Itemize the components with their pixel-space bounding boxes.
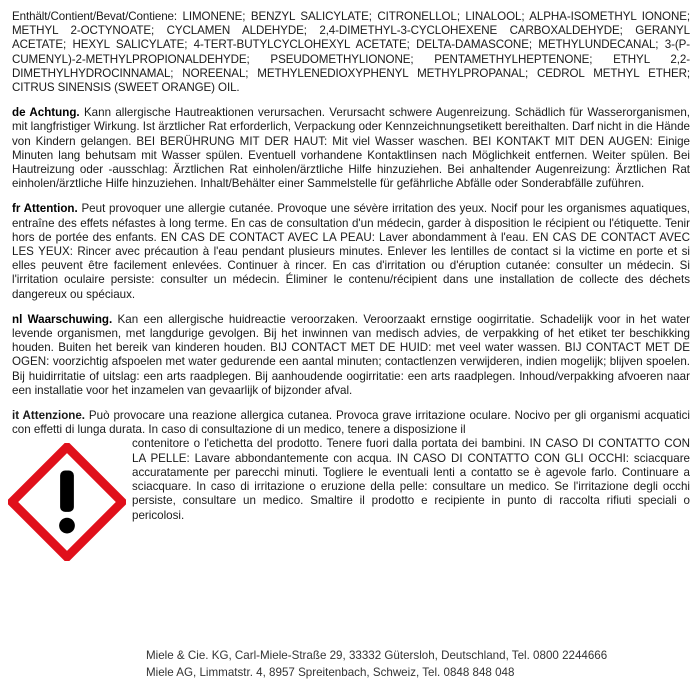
ingredients-list: Enthält/Contient/Bevat/Contiene: LIMONENE; BENZYL SALICYLATE; CITRONELLOL; LINALOOL; ALPHA-ISOMETHYL IONONE; METHYL 2-OCTYNOATE; CYCLAMEN ALDEHYDE; 2,4-DIMETHYL-3-CYCLOHEXENE CARBOXALDEHYDE; GERANYL ACETATE; HEXYL SALICYLATE; 4-TERT-BUTYLCYCLOHEXYL ACETATE; DELTA-DAMASCONE; METHYLUNDECANAL; 3-(P-CUMENYL)-2-METHYLPROPIONALDEHYDE; PSEUDOMETHYLIONONE; PENTAMETHYLHEPTENONE; ETHYL 2,2-DIMETHYLHYDROCINNAMAL; NOREENAL; METHYLENEDIOXYPHENYL METHYLPROPANAL; CEDROL METHYL ETHER; CITRUS SINENSIS (SWEET ORANGE) OIL. xyxy=(12,10,690,95)
section-fr-heading: fr Attention. xyxy=(12,202,78,216)
section-fr-text: Peut provoquer une allergie cutanée. Provoque une sévère irritation des yeux. Nocif pour les organismes aquatiques, entraîne des effets néfastes à long terme. En cas de consultation d'un médecin, garder à disposition le récipient ou l'étiquette. Tenir hors de portée des enfants. EN CAS DE CONTACT AVEC LA PEAU: Laver abondamment à l'eau. EN CAS DE CONTACT AVEC LES YEUX: Rincer avec précaution à l'eau pendant plusieurs minutes. Enlever les lentilles de contact si la victime en porte et si elles peuvent être facilement enlevées. Continuer à rincer. En cas d'irritation ou d'éruption cutanée: consulter un médecin. Si l'irritation oculaire persiste: consulter un médecin. Éliminer le contenu/récipient dans une installation de collecte des déchets dangereux ou spéciaux. xyxy=(12,202,690,301)
ghs-exclamation-mark-icon xyxy=(8,443,126,561)
section-it-intro xyxy=(12,409,690,437)
section-it-text-rest: contenitore o l'etichetta del prodotto. Tenere fuori dalla portata dei bambini. IN CASO DI CONTATTO CON LA PELLE: Lavare abbondantemente con acqua. IN CASO DI CONTATTO CON GLI OCCHI: sciacquare accuratamente per parecchi minuti. Togliere le eventuali lenti a contatto se è agevole farlo. Continuare a sciacquare. In caso di irritazione o eruzione della pelle: consultare un medico. Se l'irritazione degli occhi persiste, consultare un medico. Smaltire il prodotto e recipiente in punto di raccolta rifiuti speciali o pericolosi. xyxy=(132,437,690,522)
section-de-heading: de Achtung. xyxy=(12,106,80,120)
footer-line-de: Miele & Cie. KG, Carl-Miele-Straße 29, 33332 Gütersloh, Deutschland, Tel. 0800 2244666 xyxy=(146,649,608,662)
section-it-text-first: Può provocare una reazione allergica cutanea. Provoca grave irritazione oculare. Nocivo per gli organismi acquatici con effetti di lunga durata. In caso di consultazione di un medico, tenere a disposizione il xyxy=(12,409,690,437)
section-de xyxy=(12,106,690,191)
section-it-body xyxy=(12,437,690,561)
section-it-heading: it Attenzione. xyxy=(12,409,86,423)
section-nl xyxy=(12,313,690,398)
section-nl-text: Kan een allergische huidreactie veroorzaken. Veroorzaakt ernstige oogirritatie. Schadelijk voor in het water levende organismen, met langdurige gevolgen. Bij het inwinnen van medisch advies, de verpakking of het etiket ter beschikking houden. Buiten het bereik van kinderen houden. BIJ CONTACT MET DE HUID: met veel water wassen. BIJ CONTACT MET DE OGEN: voorzichtig afspoelen met water gedurende een aantal minuten; contactlenzen verwijderen, indien mogelijk; blijven spoelen. Bij huidirritatie of uitslag: een arts raadplegen. Bij aanhoudende oogirritatie: een arts raadplegen. Inhoud/verpakking afvoeren naar een installatie voor het inzamelen van gevaarlijk of bijzonder afval. xyxy=(12,312,690,397)
footer-line-ch: Miele AG, Limmatstr. 4, 8957 Spreitenbach, Schweiz, Tel. 0848 848 048 xyxy=(146,666,515,679)
section-it xyxy=(12,409,690,561)
section-de-text: Kann allergische Hautreaktionen verursachen. Verursacht schwere Augenreizung. Schädlich für Wasserorganismen, mit langfristiger Wirkung. Ist ärztlicher Rat erforderlich, Verpackung oder Kennzeichnungsetikett bereithalten. Darf nicht in die Hände von Kindern gelangen. BEI BERÜHRUNG MIT DER HAUT: Mit viel Wasser waschen. BEI KONTAKT MIT DEN AUGEN: Einige Minuten lang behutsam mit Wasser spülen. Eventuell vorhandene Kontaktlinsen nach Möglichkeit entfernen. Weiter spülen. Bei Hautreizung oder -ausschlag: Ärztlichen Rat einholen/ärztliche Hilfe hinzuziehen. Bei anhaltender Augenreizung: Ärztlichen Rat einholen/ärztliche Hilfe hinzuziehen. Inhalt/Behälter einer Sammelstelle für gefährliche Abfälle oder Sonderabfälle zuführen. xyxy=(12,106,690,191)
section-nl-heading: nl Waarschuwing. xyxy=(12,312,113,326)
section-fr xyxy=(12,202,690,301)
label-text xyxy=(12,10,690,561)
manufacturer-footer xyxy=(146,647,690,681)
